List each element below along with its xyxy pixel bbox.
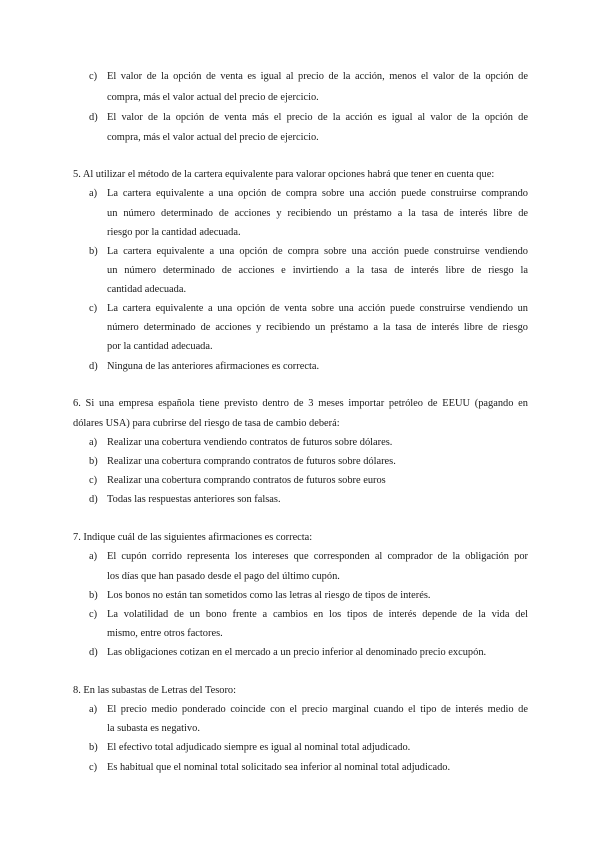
question-text: 5. Al utilizar el método de la cartera equivalente para valorar opciones habrá que tener en cuenta que: <box>73 169 495 180</box>
option-text: Realizar una cobertura comprando contratos de futuros sobre euros <box>107 475 386 486</box>
option-label: b) <box>89 246 98 257</box>
option-text: La cartera equivalente a una opción de venta sobre una acción puede construirse vendiendo un <box>107 303 528 314</box>
option-text: La cartera equivalente a una opción de compra sobre una acción puede construirse comprando <box>107 188 528 199</box>
option-label: d) <box>89 647 98 658</box>
question-text: 8. En las subastas de Letras del Tesoro: <box>73 685 236 696</box>
option-label: a) <box>89 188 98 199</box>
option-text: Realizar una cobertura comprando contratos de futuros sobre dólares. <box>107 456 396 467</box>
option-label: a) <box>89 437 98 448</box>
question-text: 7. Indique cuál de las siguientes afirmaciones es correcta: <box>73 532 313 543</box>
option-label: b) <box>89 742 98 753</box>
question-text: 6. Si una empresa española tiene previsto dentro de 3 meses importar petróleo de EEUU (pagando en <box>73 398 528 409</box>
option-text: La cartera equivalente a una opción de compra sobre una acción puede construirse vendiendo <box>107 246 528 257</box>
option-label: d) <box>89 494 98 505</box>
option-label: b) <box>89 456 98 467</box>
option-text-continued: cantidad adecuada. <box>107 284 187 295</box>
option-label: a) <box>89 704 98 715</box>
option-text: El cupón corrido representa los intereses que corresponden al comprador de la obligación por <box>107 551 528 562</box>
option-text: El valor de la opción de venta es igual al precio de la acción, menos el valor de la opción de <box>107 71 528 82</box>
option-text: Ninguna de las anteriores afirmaciones es correcta. <box>107 361 320 372</box>
option-text-continued: mismo, entre otros factores. <box>107 628 223 639</box>
option-label: c) <box>89 303 98 314</box>
option-text: Todas las respuestas anteriores son falsas. <box>107 494 281 505</box>
option-text-continued: riesgo por la cantidad adecuada. <box>107 227 241 238</box>
option-text-continued: compra, más el valor actual del precio de ejercicio. <box>107 92 319 103</box>
option-label: c) <box>89 71 98 82</box>
option-text: El precio medio ponderado coincide con el precio marginal cuando el tipo de interés medio de <box>107 704 528 715</box>
option-text: Las obligaciones cotizan en el mercado a un precio inferior al denominado precio excupón. <box>107 647 487 658</box>
option-text-continued: compra, más el valor actual del precio de ejercicio. <box>107 132 319 143</box>
option-label: a) <box>89 551 98 562</box>
option-label: d) <box>89 361 98 372</box>
option-text: El valor de la opción de venta más el precio de la acción es igual al valor de la opción de <box>107 112 528 123</box>
option-text-continued: la subasta es negativo. <box>107 723 200 734</box>
option-text-continued: un número determinado de acciones y recibiendo un préstamo a la tasa de interés libre de <box>107 208 528 219</box>
question-text: dólares USA) para cubrirse del riesgo de tasa de cambio deberá: <box>73 418 340 429</box>
option-text: La volatilidad de un bono frente a cambios en los tipos de interés depende de la vida del <box>107 609 528 620</box>
option-label: c) <box>89 609 98 620</box>
option-label: c) <box>89 762 98 773</box>
option-text: Los bonos no están tan sometidos como las letras al riesgo de tipos de interés. <box>107 590 431 601</box>
option-text-continued: los días que han pasado desde el pago del último cupón. <box>107 571 340 582</box>
option-label: b) <box>89 590 98 601</box>
option-text-continued: un número determinado de acciones e invirtiendo a la tasa de interés libre de riesgo la <box>107 265 528 276</box>
option-text-continued: número determinado de acciones y recibiendo un préstamo a la tasa de interés libre de riesgo <box>107 322 528 333</box>
option-text: Realizar una cobertura vendiendo contratos de futuros sobre dólares. <box>107 437 393 448</box>
option-label: c) <box>89 475 98 486</box>
option-text: El efectivo total adjudicado siempre es igual al nominal total adjudicado. <box>107 742 411 753</box>
option-text-continued: por la cantidad adecuada. <box>107 341 213 352</box>
option-label: d) <box>89 112 98 123</box>
option-text: Es habitual que el nominal total solicitado sea inferior al nominal total adjudicado. <box>107 762 451 773</box>
